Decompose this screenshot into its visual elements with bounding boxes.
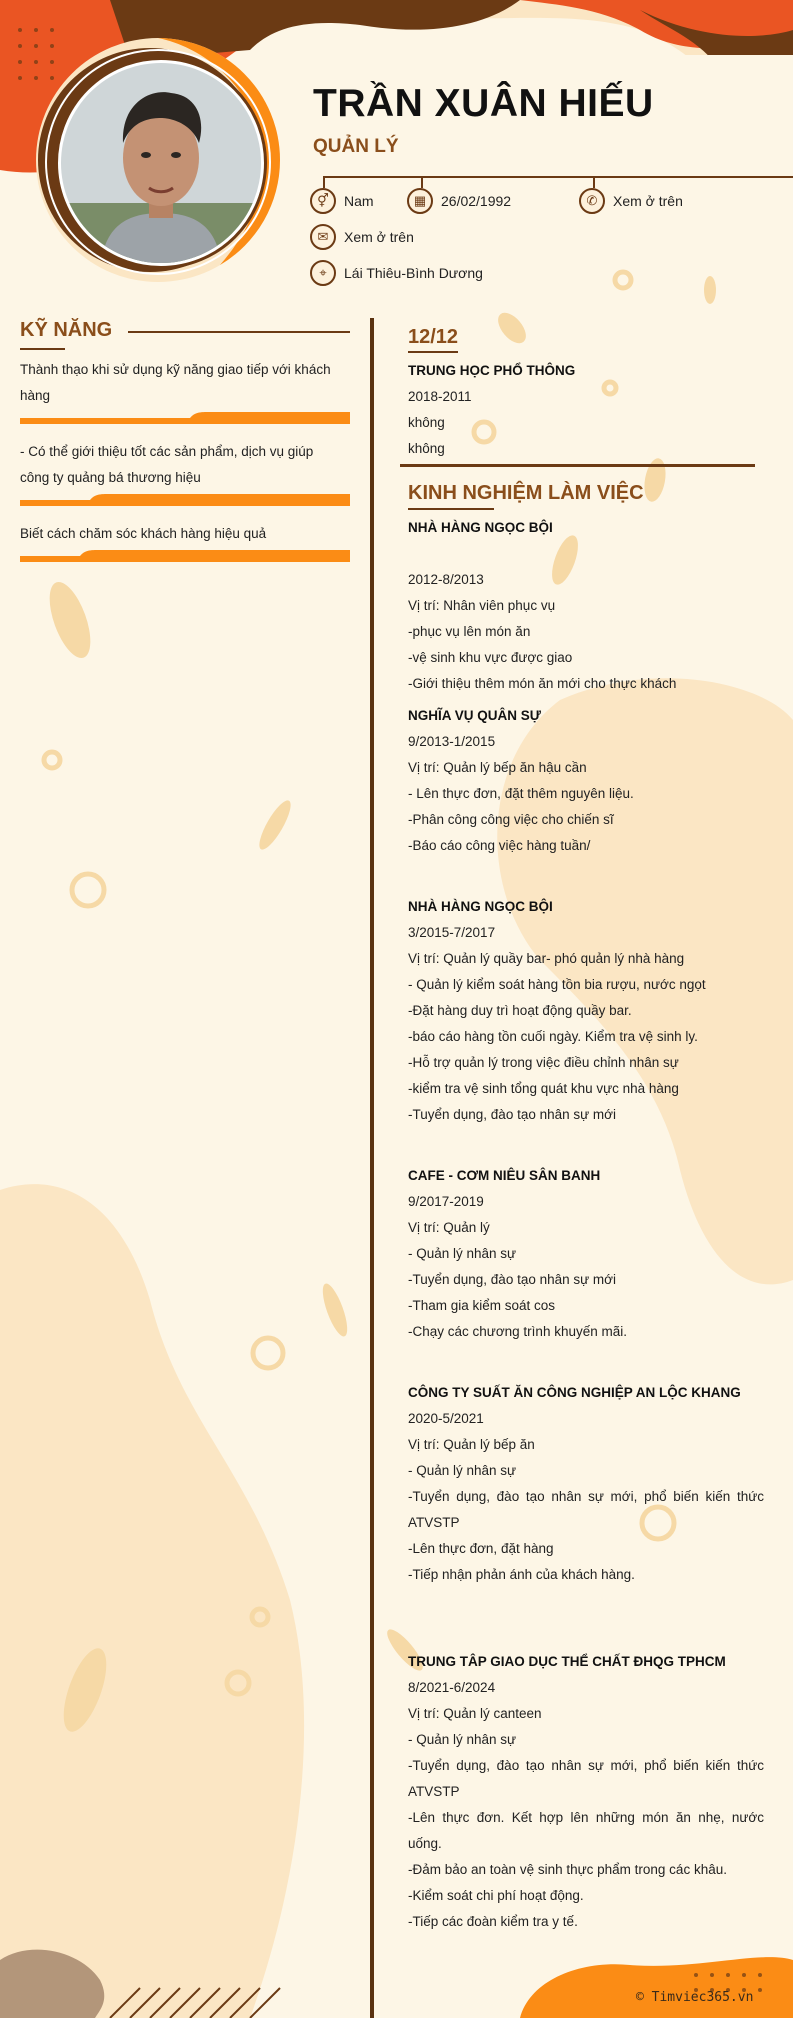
experience-title-underline [408,508,494,510]
divider-tick [421,176,423,188]
page-edge [793,0,800,2018]
section-divider [400,464,755,467]
job-line: -Tiếp các đoàn kiểm tra y tế. [408,1914,578,1929]
job-block [408,894,764,1128]
job-line: -Kiểm soát chi phí hoạt động. [408,1888,584,1903]
job-block [408,515,764,697]
job-line: -Hỗ trợ quản lý trong việc điều chỉnh nhân sự [408,1055,679,1070]
job-line: -Tuyển dụng, đào tạo nhân sự mới, phổ biến kiến thức ATVSTP [408,1758,764,1799]
divider-tick [593,176,595,188]
job-line: -Tuyển dụng, đào tạo nhân sự mới [408,1107,617,1122]
job-company: NGHĨA VỤ QUÂN SỰ [408,708,541,723]
phone-icon: ✆ [579,188,605,214]
education-period: 2018-2011 [408,389,472,404]
email-info [310,224,414,250]
job-block [408,1380,764,1588]
address-value: Lái Thiêu-Bình Dương [344,265,483,281]
education-block [408,358,764,462]
skills-title: KỸ NĂNG [20,319,113,341]
divider-tick [323,176,325,188]
job-company: TRUNG TÂP GIAO DỤC THỂ CHẤT ĐHQG TPHCM [408,1654,726,1669]
experience-title: KINH NGHIỆM LÀM VIỆC [408,482,644,504]
avatar [58,60,264,266]
education-title: 12/12 [408,326,459,348]
education-school: TRUNG HỌC PHỔ THÔNG [408,363,576,378]
skill-item: Thành thạo khi sử dụng kỹ năng giao tiếp với khách hàng [20,362,331,403]
job-block [408,1649,764,1935]
job-line: - Quản lý nhân sự [408,1732,517,1747]
profile-photo [61,63,261,263]
job-line: -Đặt hàng duy trì hoạt động quầy bar. [408,1003,632,1018]
calendar-icon: ▦ [407,188,433,214]
skills-title-underline [20,348,65,350]
skill-item: Biết cách chăm sóc khách hàng hiệu quả [20,526,267,541]
job-line: -Lên thực đơn, đặt hàng [408,1541,554,1556]
skill-bar [20,412,350,424]
candidate-role: QUẢN LÝ [313,136,399,157]
phone-value: Xem ở trên [613,193,683,209]
job-line: Vị trí: Quản lý bếp ăn hậu cần [408,760,587,775]
job-block [408,1163,764,1345]
email-value: Xem ở trên [344,229,414,245]
email-icon: ✉ [310,224,336,250]
skill-bar [20,550,350,562]
job-line: -Tuyển dụng, đào tạo nhân sự mới, phổ biến kiến thức ATVSTP [408,1489,764,1530]
job-company: CÔNG TY SUẤT ĂN CÔNG NGHIỆP AN LỘC KHANG [408,1385,741,1400]
job-period: 9/2013-1/2015 [408,734,496,749]
job-period: 2020-5/2021 [408,1411,484,1426]
candidate-name: TRẦN XUÂN HIẾU [313,82,654,125]
skill-item: - Có thể giới thiệu tốt các sản phẩm, dịch vụ giúp công ty quảng bá thương hiệu [20,444,314,485]
job-line: -Đảm bảo an toàn vệ sinh thực phẩm trong các khâu. [408,1862,727,1877]
job-period: 2012-8/2013 [408,572,484,587]
job-line: Vị trí: Quản lý canteen [408,1706,542,1721]
job-line: Vị trí: Quản lý bếp ăn [408,1437,535,1452]
job-line: -Giới thiệu thêm món ăn mới cho thực khách [408,676,677,691]
birthday-value: 26/02/1992 [441,193,512,209]
header-divider [323,176,793,178]
education-title-underline [408,351,458,353]
gender-info [310,188,374,214]
watermark: © Timviec365.vn [636,1990,754,2005]
job-line: Vị trí: Nhân viên phục vụ [408,598,556,613]
job-period: 3/2015-7/2017 [408,925,496,940]
job-line: -Phân công công việc cho chiến sĩ [408,812,614,827]
job-block [408,703,764,859]
job-line: - Lên thực đơn, đặt thêm nguyên liệu. [408,786,634,801]
job-line: -Tham gia kiểm soát cos [408,1298,556,1313]
job-line [408,541,764,567]
job-line: - Quản lý nhân sự [408,1463,517,1478]
education-line: không [408,441,445,456]
gender-icon: ⚥ [310,188,336,214]
job-line: -kiểm tra vệ sinh tổng quát khu vực nhà hàng [408,1081,679,1096]
job-company: NHÀ HÀNG NGỌC BỘI [408,520,553,535]
skill-bar [20,494,350,506]
job-line: -Lên thực đơn. Kết hợp lên những món ăn nhẹ, nước uống. [408,1810,764,1851]
job-period: 8/2021-6/2024 [408,1680,496,1695]
job-company: NHÀ HÀNG NGỌC BỘI [408,899,553,914]
phone-info [579,188,683,214]
location-icon: ⌖ [310,260,336,286]
job-line: -Tuyển dụng, đào tạo nhân sự mới [408,1272,617,1287]
job-line: - Quản lý nhân sự [408,1246,517,1261]
job-line: -vệ sinh khu vực được giao [408,650,573,665]
job-line: -báo cáo hàng tồn cuối ngày. Kiểm tra vệ sinh ly. [408,1029,698,1044]
gender-value: Nam [344,193,374,209]
job-line: -phục vụ lên món ăn [408,624,531,639]
job-line: -Chạy các chương trình khuyến mãi. [408,1324,627,1339]
job-line: - Quản lý kiểm soát hàng tồn bia rượu, nước ngọt [408,977,706,992]
job-company: CAFE - CƠM NIÊU SÂN BANH [408,1168,601,1183]
job-line: Vị trí: Quản lý [408,1220,490,1235]
education-line: không [408,415,445,430]
job-line: -Tiếp nhận phản ánh của khách hàng. [408,1567,635,1582]
address-info [310,260,483,286]
column-divider [370,318,374,2018]
job-line: Vị trí: Quản lý quầy bar- phó quản lý nhà hàng [408,951,685,966]
job-period: 9/2017-2019 [408,1194,484,1209]
birthday-info [407,188,511,214]
skills-title-rule [128,331,350,333]
job-line: -Báo cáo công việc hàng tuần/ [408,838,591,853]
